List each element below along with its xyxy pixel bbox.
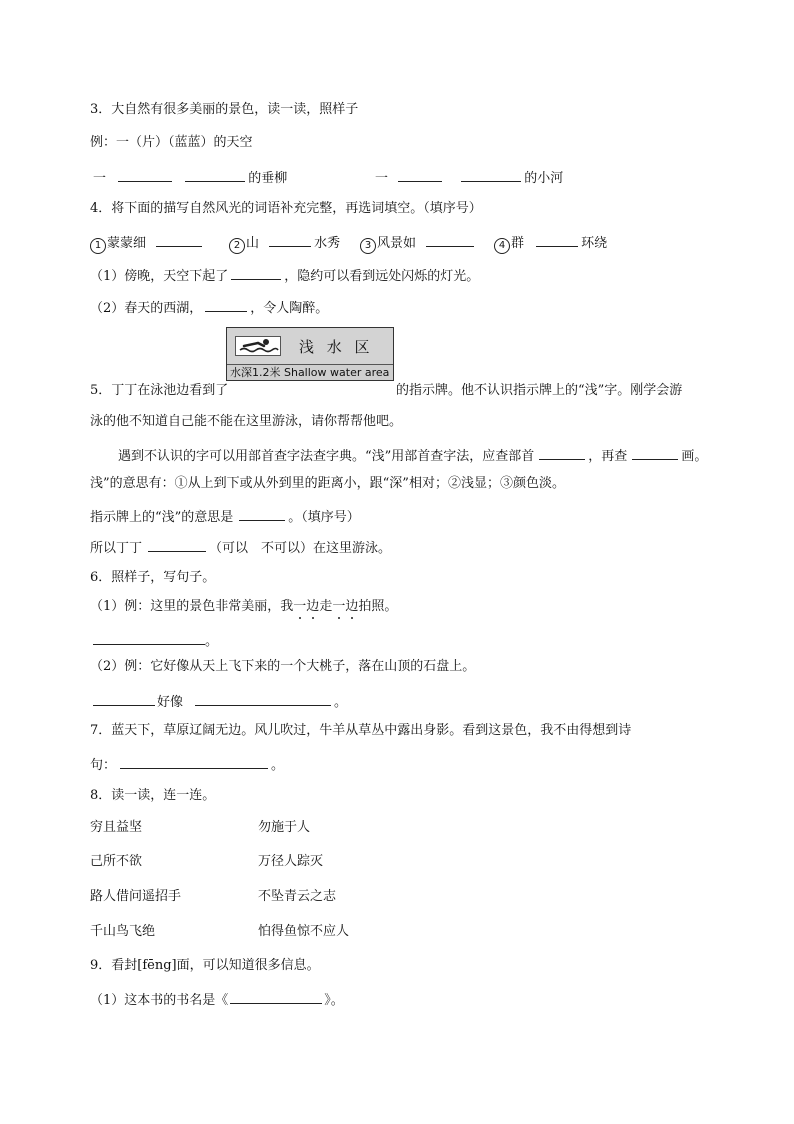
sign-title: 浅 水 区 xyxy=(299,338,374,356)
q8-right-3[interactable]: 不坠青云之志 xyxy=(258,889,337,904)
q4-sub1-blank[interactable] xyxy=(231,266,281,280)
q3-blank-2[interactable] xyxy=(185,168,245,182)
q3-line-b: 一 的小河 xyxy=(375,168,563,187)
q6-example-2: （2）例：它好像从天上飞下来的一个大桃子，落在山顶的石盘上。 xyxy=(90,659,476,674)
q4-mark-2: 2 xyxy=(229,238,245,254)
q6-answer-2: 好像 。 xyxy=(93,692,347,711)
q5-blank-meaning[interactable] xyxy=(239,507,285,521)
q7-blank-poem[interactable] xyxy=(120,755,268,769)
q8-right-1[interactable]: 勿施于人 xyxy=(258,820,311,835)
q4-sub2-blank[interactable] xyxy=(205,298,247,312)
q4-blank-2[interactable] xyxy=(269,233,311,247)
q8-right-4[interactable]: 怕得鱼惊不应人 xyxy=(258,924,350,939)
shallow-water-sign xyxy=(226,327,394,381)
q5-blank-can[interactable] xyxy=(148,538,206,552)
q5-line5: 指示牌上的“浅”的意思是 。（填序号） xyxy=(90,507,360,526)
q5-line1-a: 5．丁丁在泳池边看到了 xyxy=(90,383,229,398)
q5-blank-strokes[interactable] xyxy=(632,446,678,460)
q8-left-2[interactable]: 己所不欲 xyxy=(90,854,143,869)
q4-item-4: 4 群 环绕 xyxy=(494,233,607,254)
q8-left-4[interactable]: 千山鸟飞绝 xyxy=(90,924,156,939)
q4-sub2: （2）春天的西湖， ，令人陶醉。 xyxy=(90,298,328,317)
q4-blank-3[interactable] xyxy=(426,233,474,247)
q3-title: 3．大自然有很多美丽的景色，读一读，照样子 xyxy=(90,102,359,117)
q9-title: 9．看封[fēng]面，可以知道很多信息。 xyxy=(90,958,320,973)
swimmer-icon xyxy=(235,336,281,356)
q5-line2: 泳的他不知道自己能不能在这里游泳，请你帮帮他吧。 xyxy=(90,414,403,429)
q7-line2: 句： 。 xyxy=(90,755,284,774)
q8-right-2[interactable]: 万径人踪灭 xyxy=(258,854,324,869)
q6-answer-1: 。 xyxy=(93,631,218,650)
q5-line3: 遇到不认识的字可以用部首查字法查字典。“浅”用部首查字法，应查部首 ，再查 画。 xyxy=(118,446,707,465)
q8-left-3[interactable]: 路人借问遥招手 xyxy=(90,889,182,904)
q4-mark-3: 3 xyxy=(360,238,376,254)
q4-title: 4．将下面的描写自然风光的词语补充完整，再选词填空。（填序号） xyxy=(90,201,482,216)
q5-line4: 浅”的意思有：①从上到下或从外到里的距离小，跟“深”相对；②浅显；③颜色淡。 xyxy=(90,476,565,491)
q7-line1: 7．蓝天下，草原辽阔无边。风儿吹过，牛羊从草丛中露出身影。看到这景色，我不由得想到诗 xyxy=(90,723,632,738)
q6-blank-2[interactable] xyxy=(93,692,155,706)
q3-blank-1[interactable] xyxy=(118,168,172,182)
q9-sub1: （1）这本书的书名是《 》。 xyxy=(90,990,344,1009)
q4-mark-1: 1 xyxy=(90,238,106,254)
q5-blank-radical[interactable] xyxy=(539,446,585,460)
q3-blank-3[interactable] xyxy=(398,168,442,182)
q4-sub1: （1）傍晚，天空下起了 ，隐约可以看到远处闪烁的灯光。 xyxy=(90,266,479,285)
q6-example-1: （1）例：这里的景色非常美丽，我一边走一边拍照。 xyxy=(90,599,398,614)
q9-blank-title[interactable] xyxy=(230,990,322,1004)
q8-title: 8．读一读，连一连。 xyxy=(90,788,216,803)
q4-item-1: 1 蒙蒙细 xyxy=(90,233,205,254)
q4-blank-4[interactable] xyxy=(536,233,578,247)
q5-line1-b: 的指示牌。他不认识指示牌上的“浅”字。刚学会游 xyxy=(396,383,683,398)
q4-mark-4: 4 xyxy=(494,238,510,254)
sign-subtitle: 水深1.2米 Shallow water area xyxy=(227,364,393,380)
q6-title: 6．照样子，写句子。 xyxy=(90,570,216,585)
q4-blank-1[interactable] xyxy=(156,233,202,247)
q3-line-a: 一 的垂柳 xyxy=(93,168,287,187)
q4-item-3: 3 风景如 xyxy=(360,233,477,254)
q6-blank-3[interactable] xyxy=(195,692,331,706)
q4-item-2: 2 山 水秀 xyxy=(229,233,340,254)
q8-left-1[interactable]: 穷且益坚 xyxy=(90,820,143,835)
q6-blank-1[interactable] xyxy=(93,631,205,645)
q3-blank-4[interactable] xyxy=(461,168,521,182)
q3-example: 例：一（片）（蓝蓝）的天空 xyxy=(90,135,253,150)
q5-line6: 所以丁丁 （可以 不可以）在这里游泳。 xyxy=(90,538,391,557)
